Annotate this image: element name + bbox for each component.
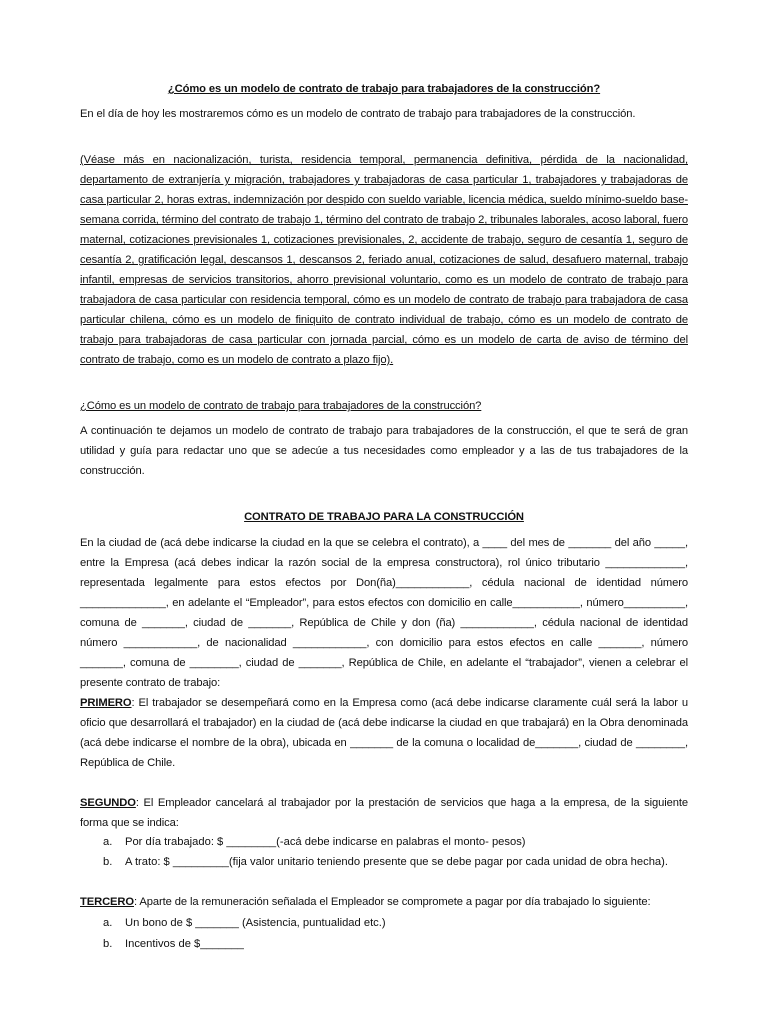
list-marker: b.	[103, 856, 113, 868]
clause-label: PRIMERO	[80, 697, 132, 709]
list-item	[103, 832, 688, 852]
clause-label: SEGUNDO	[80, 797, 136, 809]
clause-tercero	[80, 892, 688, 912]
list-item	[103, 852, 688, 872]
section-heading: ¿Cómo es un modelo de contrato de trabajo para trabajadores de la construcción?	[80, 400, 482, 412]
list-item-text: A trato: $ _________(fija valor unitario teniendo presente que se debe pagar por cada unidad de obra hecha).	[125, 856, 668, 868]
intro-paragraph: En el día de hoy les mostraremos cómo es un modelo de contrato de trabajo para trabajadores de la construcción.	[80, 108, 636, 120]
contract-title: CONTRATO DE TRABAJO PARA LA CONSTRUCCIÓN	[244, 511, 524, 523]
clause-label: TERCERO	[80, 896, 134, 908]
lead-paragraph: A continuación te dejamos un modelo de contrato de trabajo para trabajadores de la construcción, el que te será de gran utilidad y guía para redactar uno que se adecúe a tus necesidades como empleador y a las de tus trabajadores de la construcción.	[80, 425, 688, 477]
clause-text: : El trabajador se desempeñará como en la Empresa como (acá debe indicarse claramente cuál será la labor u oficio que desarrollará el trabajador) en la ciudad de (acá debe indicarse la ciudad en que trabajará) en la Obra denominada (acá debe indicarse el nombre de la obra), ubicada en _______ de la comuna o localidad de_______, ciudad de ________, República de Chile.	[80, 697, 688, 769]
list-marker: a.	[103, 917, 113, 929]
list-item-text: Por día trabajado: $ ________(-acá debe indicarse en palabras el monto- pesos)	[125, 836, 526, 848]
clause-text: : Aparte de la remuneración señalada el Empleador se compromete a pagar por día trabajado lo siguiente:	[134, 896, 651, 908]
list-marker: a.	[103, 836, 113, 848]
clause-segundo	[80, 793, 688, 833]
parties-clause: En la ciudad de (acá debe indicarse la ciudad en la que se celebra el contrato), a ____ del mes de _______ del año _____, entre la Empresa (acá debes indicar la razón social de la empresa constructora), rol único tributario _____________, representada legalmente para estos efectos por Don(ña)____________, cédula nacional de identidad número ______________, en adelante el “Empleador”, para estos efectos con domicilio en calle___________, número__________, comuna de _______, ciudad de _______, República de Chile y don (ña) ____________, cédula nacional de identidad número ____________, de nacionalidad ____________, con domicilio para estos efectos en calle _______, número _______, comuna de ________, ciudad de _______, República de Chile, en adelante el “trabajador”, vienen a celebrar el presente contrato de trabajo:	[80, 537, 688, 689]
clause-text: : El Empleador cancelará al trabajador por la prestación de servicios que haga a la empresa, de la siguiente forma que se indica:	[80, 797, 688, 829]
list-item	[103, 913, 688, 933]
list-item-text: Un bono de $ _______ (Asistencia, puntualidad etc.)	[125, 917, 386, 929]
list-item	[103, 934, 688, 954]
page-title: ¿Cómo es un modelo de contrato de trabajo para trabajadores de la construcción?	[167, 83, 601, 95]
list-item-text: Incentivos de $_______	[125, 938, 244, 950]
list-marker: b.	[103, 938, 113, 950]
clause-primero	[80, 693, 688, 773]
see-also-links[interactable]: (Véase más en nacionalización, turista, residencia temporal, permanencia definitiva, pérdida de la nacionalidad, departamento de extranjería y migración, trabajadores y trabajadoras de casa particular 1, trabajadores y trabajadoras de casa particular 2, horas extras, indemnización por despido con sueldo variable, licencia médica, sueldo mínimo-sueldo base-semana corrida, término del contrato de trabajo 1, término del contrato de trabajo 2, tribunales laborales, acoso laboral, fuero maternal, cotizaciones previsionales 1, cotizaciones previsionales, 2, accidente de trabajo, seguro de cesantía 1, seguro de cesantía 2, gratificación legal, descansos 1, descansos 2, feriado anual, cotizaciones de salud, desafuero maternal, trabajo infantil, empresas de servicios transitorios, ahorro previsional voluntario, como es un modelo de contrato de trabajo para trabajadora de casa particular con residencia temporal, cómo es un modelo de contrato de trabajo para trabajadora de casa particular chilena, cómo es un modelo de finiquito de contrato individual de trabajo, cómo es un modelo de contrato de trabajo para trabajadoras de casa particular con jornada parcial, cómo es un modelo de carta de aviso de término del contrato de trabajo, como es un modelo de contrato a plazo fijo).	[80, 154, 688, 366]
